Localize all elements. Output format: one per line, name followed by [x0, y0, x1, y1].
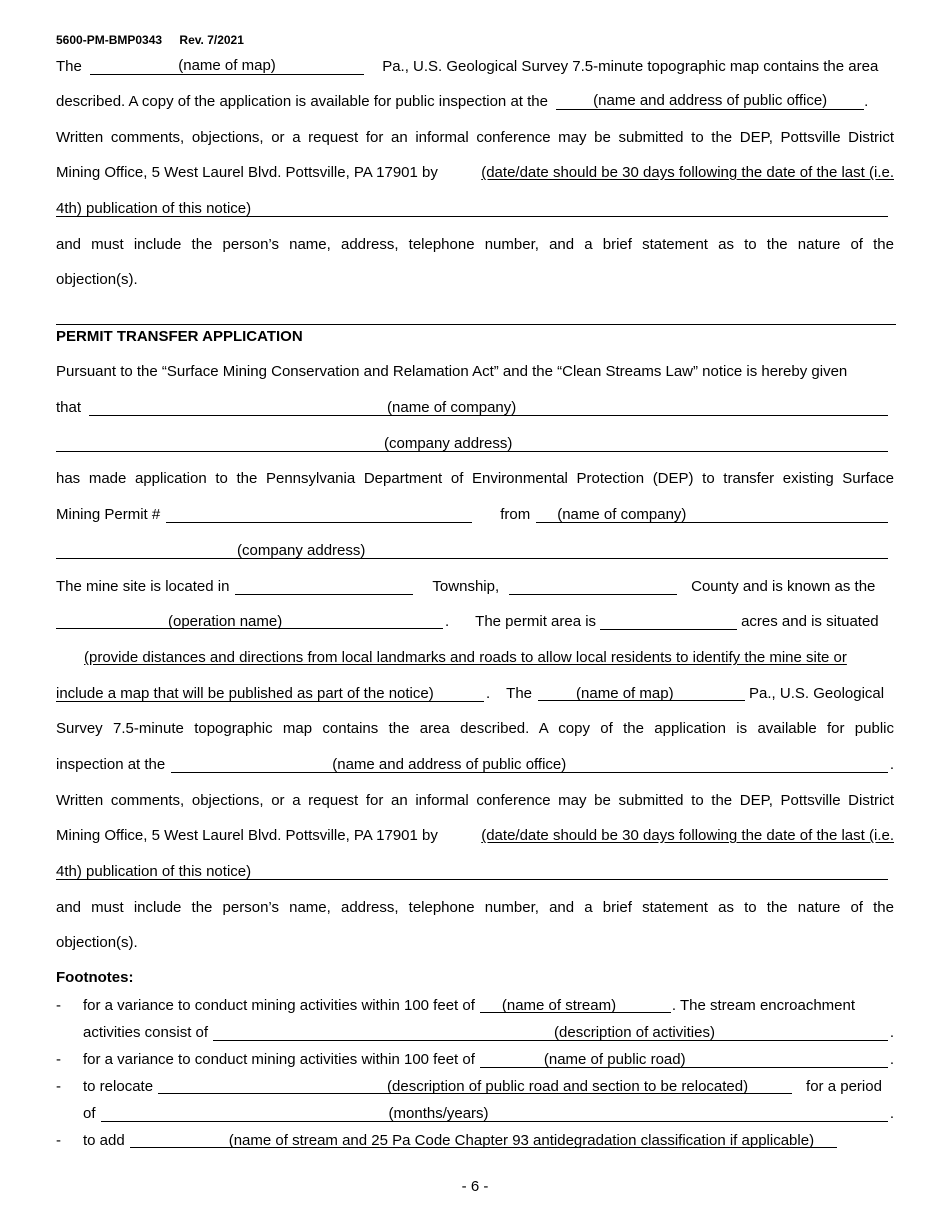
relocation-description-field[interactable]: (description of public road and section to be relocated): [158, 1077, 792, 1094]
section-divider: [56, 324, 896, 325]
public-road-field[interactable]: (name of public road): [480, 1050, 888, 1068]
section-title: PERMIT TRANSFER APPLICATION: [56, 328, 303, 345]
pursuant-line: Pursuant to the “Surface Mining Conservation and Relamation Act” and the “Clean Streams Law” notice is hereby given: [56, 363, 848, 380]
footnote-period: of (months/years) .: [83, 1105, 894, 1122]
form-revision: Rev. 7/2021: [179, 33, 244, 47]
footnotes-title: Footnotes:: [56, 969, 134, 986]
operation-name-field[interactable]: (operation name): [56, 612, 443, 629]
objections-line: objection(s).: [56, 271, 138, 288]
stream-name-field[interactable]: (name of stream): [480, 996, 671, 1013]
bullet-dash: -: [56, 1132, 61, 1149]
permit-number-line: Mining Permit # from (name of company): [56, 505, 894, 525]
bullet-dash: -: [56, 1078, 61, 1095]
permit-number-field[interactable]: [166, 505, 472, 523]
publication-line-2: [56, 862, 894, 882]
must-include-line-2: and must include the person’s name, address, telephone number, and a brief statement as to the nature of the: [56, 899, 894, 916]
bullet-dash: -: [56, 997, 61, 1014]
footnote-relocate: - to relocate (description of public road and section to be relocated) for a period: [56, 1078, 882, 1095]
map-line: The (name of map) Pa., U.S. Geological Survey 7.5-minute topographic map contains the area: [56, 57, 879, 75]
publication-field-2[interactable]: 4th) publication of this notice): [56, 862, 888, 880]
objections-line-2: objection(s).: [56, 934, 138, 951]
mining-office-line-2: Mining Office, 5 West Laurel Blvd. Pottsville, PA 17901 by (date/date should be 30 days following the date of the last (i.e.: [56, 827, 894, 844]
application-line: has made application to the Pennsylvania Department of Environmental Protection (DEP) to transfer existing Surface: [56, 470, 894, 487]
inspection-line: inspection at the (name and address of public office) .: [56, 756, 894, 773]
township-field[interactable]: [235, 577, 413, 595]
company-address-field[interactable]: (company address): [56, 434, 888, 452]
operation-line: (operation name) . The permit area is acres and is situated: [56, 612, 894, 632]
activities-description-field[interactable]: (description of activities): [213, 1023, 888, 1041]
mining-office-line: Mining Office, 5 West Laurel Blvd. Pottsville, PA 17901 by (date/date should be 30 days following the date of the last (i.e.: [56, 164, 894, 181]
page-number: - 6 -: [461, 1178, 489, 1195]
map-name-field[interactable]: (name of map): [90, 57, 364, 75]
footnote-activities: activities consist of (description of activities) .: [83, 1024, 894, 1041]
mine-site-line: The mine site is located in Township, County and is known as the: [56, 578, 876, 595]
county-field[interactable]: [509, 577, 677, 595]
directions-field-cont[interactable]: include a map that will be published as part of the notice): [56, 684, 484, 702]
must-include-line: and must include the person’s name, address, telephone number, and a brief statement as to the nature of the: [56, 236, 894, 253]
map-name-field-2[interactable]: (name of map): [538, 684, 745, 701]
publication-line: [56, 199, 894, 219]
written-comments-line: Written comments, objections, or a request for an informal conference may be submitted to the DEP, Pottsville District: [56, 129, 894, 146]
period-field[interactable]: (months/years): [101, 1104, 888, 1122]
from-address-field[interactable]: (company address): [56, 541, 888, 559]
company-name-line: that (name of company): [56, 398, 894, 418]
form-id: 5600-PM-BMP0343: [56, 33, 163, 47]
company-name-field[interactable]: (name of company): [89, 398, 888, 416]
written-comments-line-2: Written comments, objections, or a request for an informal conference may be submitted to the DEP, Pottsville District: [56, 792, 894, 809]
footnote-add: - to add (name of stream and 25 Pa Code Chapter 93 antidegradation classification if applicable): [56, 1131, 894, 1151]
form-header: [56, 33, 258, 47]
public-office-field[interactable]: (name and address of public office): [556, 92, 864, 110]
directions-line-2: include a map that will be published as part of the notice) . The (name of map) Pa., U.S. Geological: [56, 685, 885, 702]
acres-field[interactable]: [600, 612, 737, 630]
publication-field[interactable]: 4th) publication of this notice): [56, 199, 888, 217]
from-company-field[interactable]: (name of company): [536, 505, 888, 523]
deadline-date-field[interactable]: (date/date should be 30 days following the date of the last (i.e.: [481, 164, 894, 181]
classification-field[interactable]: (name of stream and 25 Pa Code Chapter 93 antidegradation classification if applicable): [130, 1131, 837, 1148]
bullet-dash: -: [56, 1051, 61, 1068]
footnote-stream-variance: - for a variance to conduct mining activities within 100 feet of (name of stream) . The stream encroachment: [56, 997, 856, 1014]
directions-line-1: [56, 648, 894, 668]
footnote-road-variance: - for a variance to conduct mining activities within 100 feet of (name of public road) .: [56, 1051, 894, 1068]
inspection-office-field[interactable]: (name and address of public office): [171, 755, 888, 773]
company-address-line: [56, 434, 894, 454]
from-address-line: [56, 541, 894, 561]
deadline-date-field-2[interactable]: (date/date should be 30 days following the date of the last (i.e.: [481, 827, 894, 844]
survey-line: Survey 7.5-minute topographic map contains the area described. A copy of the application is available for public: [56, 720, 894, 737]
public-inspection-line: described. A copy of the application is available for public inspection at the (name and address of public office) .: [56, 92, 869, 110]
directions-field[interactable]: (provide distances and directions from local landmarks and roads to allow local residents to identify the mine site or: [84, 649, 847, 666]
